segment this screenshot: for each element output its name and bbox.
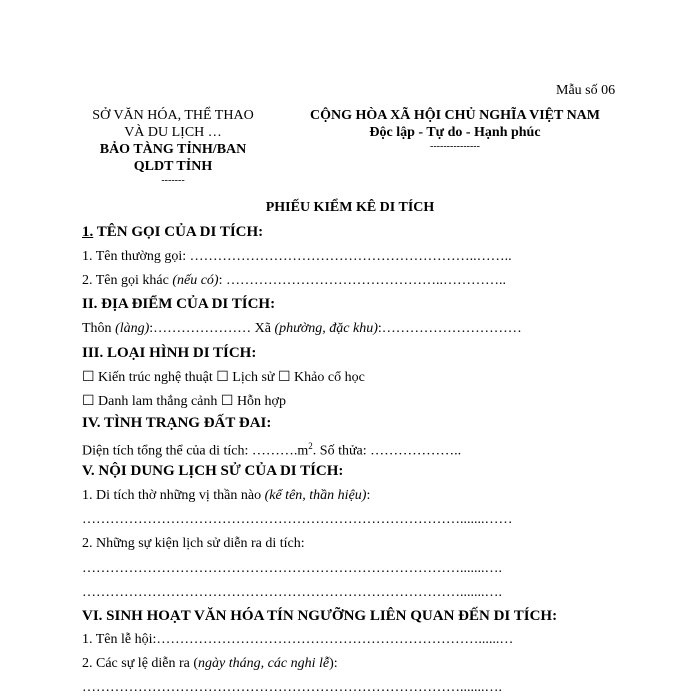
type-options-row-1: ☐ Kiến trúc nghệ thuật ☐ Lịch sử ☐ Khảo cổ học [82,370,365,385]
field-deities [82,488,370,504]
deities-note: (kể tên, thần hiệu) [264,488,367,503]
field-other-name-dots: : ………………………………………..………….. [218,273,506,288]
nation-header [290,107,620,153]
rituals-colon: ): [329,656,338,671]
field-area [82,441,461,460]
agency-line-3: BẢO TÀNG TỈNH/BAN [99,142,247,157]
section-1-number: 1. [82,224,94,240]
events-dots-1: ……………………………………………………………………….......…. [82,561,502,576]
section-4-heading: IV. TÌNH TRẠNG ĐẤT ĐAI: [82,415,272,431]
area-label: Diện tích tổng thể của di tích: ……….m [82,443,309,459]
section-1-heading [82,224,263,241]
rituals-dots: ……………………………………………………………………….......…. [82,680,502,695]
field-other-name [82,273,506,289]
location-commune-note: (phường, đặc khu) [274,321,378,336]
agency-line-4: QLDT TỈNH [133,159,213,174]
type-options-row-2: ☐ Danh lam thắng cảnh ☐ Hỗn hợp [82,394,286,409]
nation-line-1: CỘNG HÒA XÃ HỘI CHỦ NGHĨA VIỆT NAM [309,108,600,123]
agency-line-2: VÀ DU LỊCH … [124,125,222,140]
document-title: PHIẾU KIỂM KÊ DI TÍCH [265,200,435,215]
field-festival-name: 1. Tên lễ hội:……………………………………………………………......… [82,632,514,647]
field-historical-events: 2. Những sự kiện lịch sử diễn ra di tích: [82,536,305,551]
rituals-label: 2. Các sự lệ diễn ra ( [82,656,199,671]
location-dots: :………………………… [377,321,522,336]
section-6-heading: VI. SINH HOẠT VĂN HÓA TÍN NGƯỠNG LIÊN QUAN ĐẾN DI TÍCH: [82,608,558,624]
field-rituals [82,656,338,672]
area-unit-superscript: 2 [308,441,313,451]
section-1-title: TÊN GỌI CỦA DI TÍCH: [93,224,264,240]
rituals-note: ngày tháng, các nghi lễ [198,656,330,671]
deities-label: 1. Di tích thờ những vị thần nào [82,488,265,503]
field-location [82,321,522,337]
field-other-name-note: (nếu có) [172,273,219,288]
section-3-heading: III. LOẠI HÌNH DI TÍCH: [82,345,257,361]
field-common-name: 1. Tên thường gọi: ……………………………………………………..…….. [82,249,512,264]
nation-rule: --------------- [430,141,480,152]
form-code: Mẫu số 06 [556,83,616,98]
deities-colon: : [366,488,371,503]
section-5-heading: V. NỘI DUNG LỊCH SỬ CỦA DI TÍCH: [82,463,344,479]
location-village-label: Thôn [82,321,116,336]
location-village-note: (làng) [115,321,150,336]
nation-line-2: Độc lập - Tự do - Hạnh phúc [369,125,541,140]
agency-header [80,107,266,187]
agency-line-1: SỞ VĂN HÓA, THỂ THAO [92,108,254,123]
deities-dots: ……………………………………………………………………….......…… [82,512,513,527]
field-other-name-label: 2. Tên gọi khác [82,273,173,288]
events-dots-2: ……………………………………………………………………….......…. [82,585,502,600]
section-2-heading: II. ĐỊA ĐIỂM CỦA DI TÍCH: [82,296,276,312]
agency-rule: ------- [161,175,185,186]
location-commune-label: :………………… Xã [149,321,275,336]
plot-number-label: . Số thửa: ……………….. [312,443,462,459]
